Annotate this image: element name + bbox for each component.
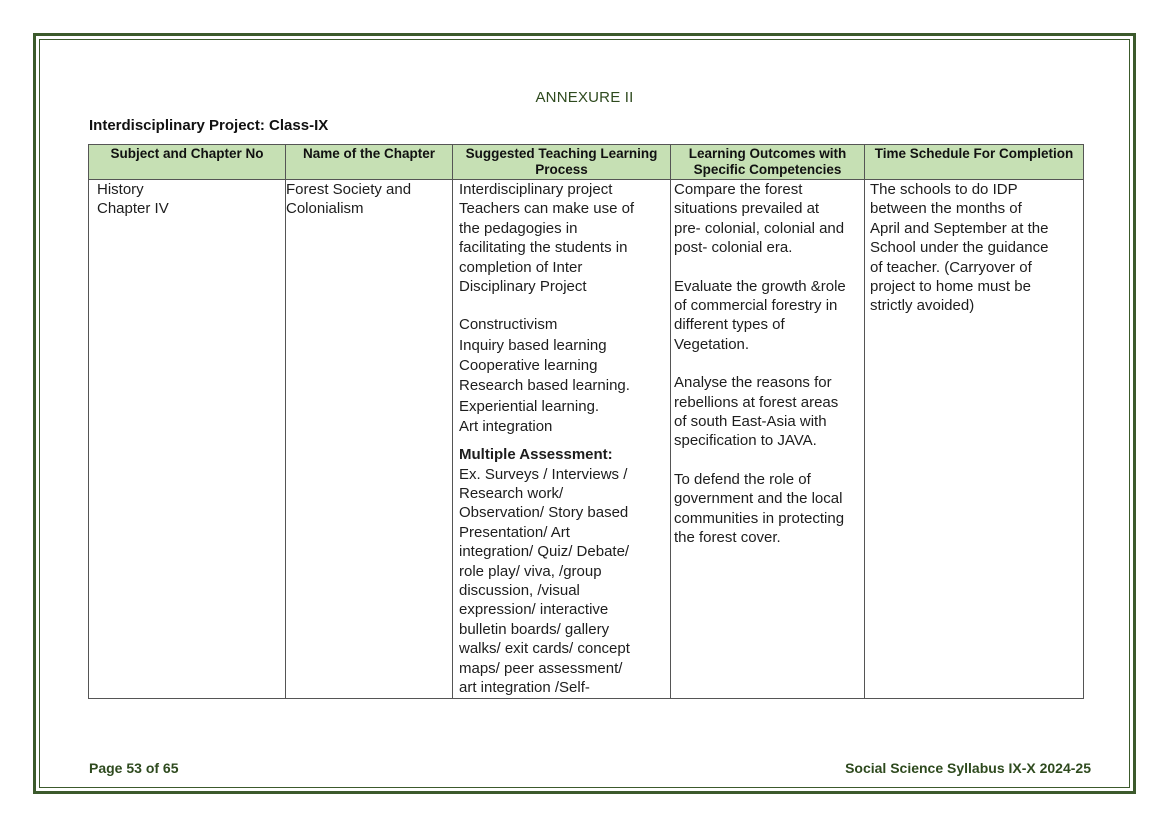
cell-teaching-process — [453, 180, 671, 699]
outcome-item: To defend the role of government and the local communities in protecting the forest cover. — [674, 470, 845, 547]
assessment-text: Ex. Surveys / Interviews / Research work/ Observation/ Story based Presentation/ Art integration/ Quiz/ Debate/ role play/ viva, /group discussion, /visual expression/ interactive bulletin boards/ gallery walks/ exit cards/ concept maps/ peer assessment/ art integration /Self- — [459, 465, 630, 697]
column-header-subject: Subject and Chapter No — [89, 145, 286, 180]
outcome-item: Analyse the reasons for rebellions at forest areas of south East-Asia with specification to JAVA. — [674, 374, 839, 450]
outcome-item: Compare the forest situations prevailed at pre- colonial, colonial and post- colonial era. — [674, 181, 845, 257]
cell-chapter-name — [286, 180, 453, 699]
schedule-text: The schools to do IDP between the months of April and September at the School under the guidance of teacher. (Carryover of project to home must be strictly avoided) — [870, 181, 1049, 315]
assessment-heading: Multiple Assessment: — [459, 446, 613, 464]
document-title: Social Science Syllabus IX-X 2024-25 — [845, 760, 1091, 776]
column-header-teaching-process: Suggested Teaching Learning Process — [453, 145, 671, 180]
annexure-heading: ANNEXURE II — [535, 89, 634, 106]
chapter-name-line: Forest Society and — [286, 181, 412, 198]
cell-learning-outcomes — [671, 180, 865, 699]
project-title: Interdisciplinary Project: Class-IX — [89, 117, 329, 134]
column-header-time-schedule: Time Schedule For Completion — [865, 145, 1084, 180]
column-header-learning-outcomes: Learning Outcomes with Specific Competencies — [671, 145, 865, 180]
teaching-intro: Interdisciplinary project Teachers can make use of the pedagogies in facilitating the students in completion of Inter Disciplinary Project — [459, 181, 635, 296]
chapter-number-line: Chapter IV — [97, 200, 169, 218]
outcome-item: Evaluate the growth &role of commercial forestry in different types of Vegetation. — [674, 277, 846, 353]
subject-line: History — [97, 181, 144, 198]
cell-time-schedule — [865, 180, 1084, 699]
chapter-name-line: Colonialism — [286, 200, 364, 218]
column-header-chapter-name: Name of the Chapter — [286, 145, 453, 180]
table-header-row — [89, 145, 1084, 180]
project-table — [88, 144, 1084, 699]
table-row — [89, 180, 1084, 699]
page-number: Page 53 of 65 — [89, 760, 179, 776]
cell-subject — [89, 180, 286, 699]
teaching-methods: Constructivism Inquiry based learning Cooperative learning Research based learning. Experiential learning. Art integration — [459, 316, 630, 435]
